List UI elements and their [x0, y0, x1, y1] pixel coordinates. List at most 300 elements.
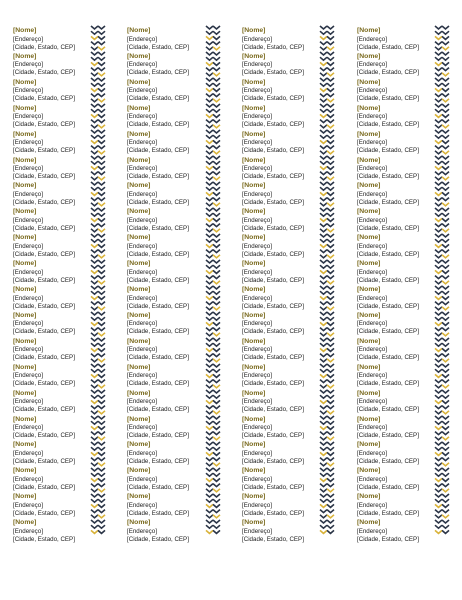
chevron-down-icon — [442, 478, 449, 481]
chevron-down-icon — [320, 416, 327, 419]
chevron-down-icon — [327, 68, 334, 71]
chevron-down-icon — [327, 380, 334, 383]
chevron-down-icon — [327, 26, 334, 29]
chevron-down-icon — [320, 369, 327, 372]
chevron-down-icon — [435, 504, 442, 507]
chevron-down-icon — [213, 166, 220, 169]
chevron-down-icon — [98, 208, 105, 211]
chevron-down-icon — [206, 390, 213, 393]
chevron-down-icon — [435, 42, 442, 45]
chevron-down-icon — [435, 338, 442, 341]
chevron-down-icon — [213, 208, 220, 211]
label-city-state-zip: [Cidade, Estado, CEP] — [13, 121, 75, 129]
chevron-down-icon — [213, 114, 220, 117]
chevron-down-icon — [206, 187, 213, 190]
chevron-down-icon — [442, 140, 449, 143]
chevron-down-icon — [91, 411, 98, 414]
chevron-down-icon — [206, 442, 213, 445]
chevron-down-icon — [320, 224, 327, 227]
chevron-down-icon — [91, 78, 98, 81]
chevron-down-icon — [320, 68, 327, 71]
chevron-down-icon — [442, 218, 449, 221]
chevron-down-icon — [206, 343, 213, 346]
chevron-down-icon — [320, 359, 327, 362]
label-name: [Nome] — [13, 467, 37, 475]
chevron-down-icon — [206, 218, 213, 221]
chevron-down-icon — [435, 52, 442, 55]
chevron-down-icon — [320, 187, 327, 190]
chevron-down-icon — [320, 442, 327, 445]
chevron-down-icon — [327, 172, 334, 175]
chevron-down-icon — [213, 104, 220, 107]
label-city-state-zip: [Cidade, Estado, CEP] — [357, 380, 419, 388]
label-city-state-zip: [Cidade, Estado, CEP] — [13, 43, 75, 51]
chevron-down-icon — [435, 166, 442, 169]
label-name: [Nome] — [127, 441, 151, 449]
chevron-down-icon — [206, 374, 213, 377]
label-address: [Endereço] — [357, 501, 387, 509]
label-name: [Nome] — [357, 182, 381, 190]
chevron-down-icon — [206, 484, 213, 487]
chevron-down-icon — [91, 296, 98, 299]
chevron-down-icon — [206, 255, 213, 258]
chevron-down-icon — [435, 515, 442, 518]
chevron-down-icon — [206, 333, 213, 336]
chevron-down-icon — [98, 452, 105, 455]
label-city-state-zip: [Cidade, Estado, CEP] — [242, 95, 304, 103]
chevron-down-icon — [327, 146, 334, 149]
label-address: [Endereço] — [242, 165, 272, 172]
chevron-down-icon — [206, 291, 213, 294]
chevron-down-icon — [91, 125, 98, 128]
chevron-down-icon — [91, 380, 98, 383]
label-name: [Nome] — [357, 260, 381, 268]
label-name: [Nome] — [13, 156, 37, 164]
label-address: [Endereço] — [357, 61, 387, 69]
chevron-down-icon — [442, 400, 449, 403]
chevron-down-icon — [327, 452, 334, 455]
chevron-down-icon — [320, 270, 327, 273]
chevron-down-icon — [327, 94, 334, 97]
chevron-down-icon — [206, 364, 213, 367]
chevron-down-icon — [206, 421, 213, 424]
chevron-down-icon — [213, 120, 220, 123]
chevron-down-icon — [98, 385, 105, 388]
chevron-down-icon — [91, 478, 98, 481]
chevron-down-icon — [435, 478, 442, 481]
chevron-down-icon — [320, 140, 327, 143]
chevron-down-icon — [320, 198, 327, 201]
chevron-down-icon — [213, 463, 220, 466]
chevron-down-icon — [98, 62, 105, 65]
chevron-down-icon — [91, 62, 98, 65]
label-name: [Nome] — [13, 27, 37, 34]
chevron-down-icon — [327, 234, 334, 237]
chevron-down-icon — [213, 359, 220, 362]
chevron-down-icon — [98, 146, 105, 149]
chevron-down-icon — [435, 468, 442, 471]
chevron-down-icon — [320, 510, 327, 513]
chevron-down-icon — [435, 432, 442, 435]
label-city-state-zip: [Cidade, Estado, CEP] — [127, 121, 189, 129]
chevron-down-icon — [442, 307, 449, 310]
chevron-down-icon — [320, 333, 327, 336]
label-name: [Nome] — [127, 208, 151, 216]
label-name: [Nome] — [242, 415, 266, 423]
chevron-down-icon — [327, 468, 334, 471]
chevron-down-icon — [442, 322, 449, 325]
chevron-down-icon — [435, 276, 442, 279]
chevron-down-icon — [435, 161, 442, 164]
chevron-down-icon — [213, 333, 220, 336]
label-address: [Endereço] — [13, 372, 43, 380]
label-city-state-zip: [Cidade, Estado, CEP] — [357, 121, 419, 129]
chevron-down-icon — [435, 255, 442, 258]
chevron-down-icon — [213, 234, 220, 237]
chevron-down-icon — [435, 114, 442, 117]
chevron-down-icon — [327, 478, 334, 481]
label-city-state-zip: [Cidade, Estado, CEP] — [242, 121, 304, 129]
label-name: [Nome] — [242, 208, 266, 216]
chevron-down-icon — [213, 286, 220, 289]
label-name: [Nome] — [357, 104, 381, 112]
label-city-state-zip: [Cidade, Estado, CEP] — [13, 509, 75, 517]
chevron-down-icon — [206, 276, 213, 279]
label-city-state-zip: [Cidade, Estado, CEP] — [357, 509, 419, 517]
chevron-down-icon — [91, 218, 98, 221]
chevron-down-icon — [320, 234, 327, 237]
chevron-down-icon — [206, 317, 213, 320]
chevron-down-icon — [206, 130, 213, 133]
chevron-down-icon — [442, 437, 449, 440]
label-address: [Endereço] — [242, 190, 272, 198]
chevron-down-icon — [442, 57, 449, 60]
chevron-down-icon — [213, 525, 220, 528]
chevron-down-icon — [98, 406, 105, 409]
chevron-down-icon — [98, 255, 105, 258]
chevron-down-icon — [98, 166, 105, 169]
chevron-down-icon — [91, 94, 98, 97]
chevron-down-icon — [91, 432, 98, 435]
label-address: [Endereço] — [357, 87, 387, 95]
label-name: [Nome] — [13, 389, 37, 397]
chevron-down-icon — [98, 213, 105, 216]
chevron-down-icon — [320, 83, 327, 86]
chevron-down-icon — [206, 156, 213, 159]
label-name: [Nome] — [127, 27, 151, 34]
label-city-state-zip: [Cidade, Estado, CEP] — [242, 509, 304, 517]
chevron-down-icon — [435, 499, 442, 502]
label-name: [Nome] — [127, 519, 151, 527]
chevron-down-icon — [91, 426, 98, 429]
chevron-down-icon — [327, 291, 334, 294]
chevron-down-icon — [91, 421, 98, 424]
chevron-down-icon — [320, 447, 327, 450]
label-city-state-zip: [Cidade, Estado, CEP] — [357, 250, 419, 258]
chevron-down-icon — [206, 203, 213, 206]
label-city-state-zip: [Cidade, Estado, CEP] — [13, 432, 75, 439]
chevron-down-icon — [442, 530, 449, 533]
chevron-down-icon — [327, 437, 334, 440]
label-name: [Nome] — [13, 286, 37, 293]
chevron-down-icon — [206, 52, 213, 55]
chevron-down-icon — [327, 104, 334, 107]
label-city-state-zip: [Cidade, Estado, CEP] — [127, 276, 189, 284]
chevron-down-icon — [435, 406, 442, 409]
chevron-down-icon — [213, 135, 220, 138]
chevron-down-icon — [442, 31, 449, 34]
chevron-down-icon — [91, 99, 98, 102]
chevron-down-icon — [320, 515, 327, 518]
chevron-down-icon — [206, 260, 213, 263]
chevron-down-icon — [442, 432, 449, 435]
chevron-down-icon — [213, 94, 220, 97]
chevron-down-icon — [442, 333, 449, 336]
chevron-down-icon — [213, 255, 220, 258]
chevron-down-icon — [206, 57, 213, 60]
label-address: [Endereço] — [242, 424, 272, 431]
chevron-down-icon — [98, 525, 105, 528]
chevron-down-icon — [91, 390, 98, 393]
chevron-down-icon — [327, 484, 334, 487]
chevron-down-icon — [91, 515, 98, 518]
label-address: [Endereço] — [242, 216, 272, 224]
chevron-down-icon — [327, 192, 334, 195]
chevron-down-icon — [442, 416, 449, 419]
label-address: [Endereço] — [242, 527, 272, 535]
chevron-down-icon — [327, 374, 334, 377]
chevron-down-icon — [91, 333, 98, 336]
chevron-down-icon — [98, 218, 105, 221]
chevron-down-icon — [320, 296, 327, 299]
chevron-down-icon — [206, 452, 213, 455]
chevron-down-icon — [206, 478, 213, 481]
chevron-down-icon — [320, 260, 327, 263]
chevron-down-icon — [442, 426, 449, 429]
chevron-down-icon — [320, 177, 327, 180]
chevron-down-icon — [442, 390, 449, 393]
chevron-down-icon — [213, 130, 220, 133]
chevron-down-icon — [435, 36, 442, 39]
chevron-down-icon — [206, 213, 213, 216]
chevron-down-icon — [320, 317, 327, 320]
chevron-down-icon — [442, 458, 449, 461]
chevron-down-icon — [327, 255, 334, 258]
chevron-down-icon — [435, 151, 442, 154]
label-city-state-zip: [Cidade, Estado, CEP] — [357, 147, 419, 155]
label-name: [Nome] — [242, 78, 266, 86]
chevron-down-icon — [320, 411, 327, 414]
chevron-down-icon — [327, 328, 334, 331]
chevron-down-icon — [327, 442, 334, 445]
chevron-down-icon — [91, 250, 98, 253]
chevron-down-icon — [442, 260, 449, 263]
chevron-down-icon — [98, 94, 105, 97]
label-address: [Endereço] — [13, 268, 43, 276]
label-address: [Endereço] — [242, 501, 272, 509]
chevron-down-icon — [327, 198, 334, 201]
chevron-down-icon — [327, 385, 334, 388]
chevron-down-icon — [327, 244, 334, 247]
chevron-down-icon — [435, 286, 442, 289]
label-city-state-zip: [Cidade, Estado, CEP] — [127, 147, 189, 155]
chevron-down-icon — [327, 182, 334, 185]
chevron-down-icon — [206, 172, 213, 175]
chevron-down-icon — [206, 515, 213, 518]
chevron-down-icon — [91, 270, 98, 273]
chevron-down-icon — [213, 447, 220, 450]
chevron-down-icon — [320, 343, 327, 346]
chevron-down-icon — [327, 42, 334, 45]
chevron-down-icon — [98, 31, 105, 34]
chevron-down-icon — [435, 250, 442, 253]
chevron-down-icon — [91, 161, 98, 164]
chevron-down-icon — [98, 234, 105, 237]
chevron-strip-decoration — [90, 25, 106, 537]
chevron-down-icon — [320, 172, 327, 175]
label-address: [Endereço] — [13, 35, 43, 43]
chevron-down-icon — [435, 270, 442, 273]
label-address: [Endereço] — [13, 242, 43, 250]
chevron-down-icon — [206, 135, 213, 138]
chevron-down-icon — [320, 135, 327, 138]
chevron-down-icon — [327, 463, 334, 466]
chevron-down-icon — [435, 192, 442, 195]
chevron-down-icon — [442, 234, 449, 237]
chevron-down-icon — [206, 307, 213, 310]
chevron-down-icon — [98, 104, 105, 107]
chevron-down-icon — [213, 317, 220, 320]
chevron-down-icon — [98, 400, 105, 403]
chevron-down-icon — [442, 374, 449, 377]
chevron-down-icon — [91, 447, 98, 450]
chevron-down-icon — [91, 307, 98, 310]
chevron-down-icon — [206, 94, 213, 97]
chevron-down-icon — [435, 234, 442, 237]
chevron-down-icon — [206, 520, 213, 523]
label-city-state-zip: [Cidade, Estado, CEP] — [357, 457, 419, 465]
chevron-down-icon — [91, 114, 98, 117]
chevron-down-icon — [213, 458, 220, 461]
chevron-down-icon — [213, 369, 220, 372]
chevron-down-icon — [435, 385, 442, 388]
chevron-down-icon — [435, 213, 442, 216]
chevron-down-icon — [98, 354, 105, 357]
chevron-down-icon — [213, 218, 220, 221]
label-address: [Endereço] — [357, 139, 387, 147]
chevron-down-icon — [98, 140, 105, 143]
chevron-down-icon — [213, 276, 220, 279]
chevron-down-icon — [98, 447, 105, 450]
chevron-down-icon — [320, 52, 327, 55]
chevron-down-icon — [98, 432, 105, 435]
chevron-down-icon — [91, 286, 98, 289]
chevron-down-icon — [327, 161, 334, 164]
label-name: [Nome] — [13, 52, 37, 60]
chevron-down-icon — [320, 239, 327, 242]
chevron-down-icon — [435, 229, 442, 232]
label-name: [Nome] — [242, 337, 266, 345]
chevron-down-icon — [213, 192, 220, 195]
label-address: [Endereço] — [357, 372, 387, 380]
label-city-state-zip: [Cidade, Estado, CEP] — [127, 198, 189, 206]
chevron-down-icon — [327, 390, 334, 393]
chevron-down-icon — [98, 468, 105, 471]
label-address: [Endereço] — [13, 61, 43, 69]
chevron-down-icon — [327, 151, 334, 154]
chevron-down-icon — [435, 463, 442, 466]
chevron-down-icon — [442, 317, 449, 320]
chevron-down-icon — [98, 177, 105, 180]
label-city-state-zip: [Cidade, Estado, CEP] — [13, 250, 75, 258]
chevron-down-icon — [320, 291, 327, 294]
chevron-down-icon — [435, 244, 442, 247]
label-name: [Nome] — [127, 130, 151, 138]
chevron-down-icon — [327, 317, 334, 320]
chevron-down-icon — [98, 307, 105, 310]
chevron-down-icon — [435, 416, 442, 419]
chevron-down-icon — [327, 57, 334, 60]
chevron-down-icon — [327, 62, 334, 65]
label-address: [Endereço] — [127, 475, 157, 483]
chevron-down-icon — [98, 426, 105, 429]
label-name: [Nome] — [127, 311, 151, 319]
chevron-down-icon — [206, 499, 213, 502]
chevron-down-icon — [91, 104, 98, 107]
chevron-down-icon — [206, 489, 213, 492]
chevron-down-icon — [213, 229, 220, 232]
chevron-down-icon — [91, 182, 98, 185]
chevron-down-icon — [98, 130, 105, 133]
chevron-down-icon — [442, 348, 449, 351]
chevron-down-icon — [91, 224, 98, 227]
chevron-down-icon — [320, 307, 327, 310]
chevron-down-icon — [91, 88, 98, 91]
chevron-down-icon — [442, 166, 449, 169]
chevron-down-icon — [327, 78, 334, 81]
chevron-down-icon — [320, 489, 327, 492]
label-city-state-zip: [Cidade, Estado, CEP] — [13, 173, 75, 180]
chevron-down-icon — [213, 203, 220, 206]
chevron-down-icon — [320, 473, 327, 476]
label-address: [Endereço] — [127, 113, 157, 121]
chevron-down-icon — [98, 364, 105, 367]
label-city-state-zip: [Cidade, Estado, CEP] — [127, 535, 189, 543]
chevron-down-icon — [442, 62, 449, 65]
chevron-down-icon — [435, 452, 442, 455]
label-city-state-zip: [Cidade, Estado, CEP] — [127, 302, 189, 310]
chevron-down-icon — [435, 104, 442, 107]
chevron-down-icon — [98, 281, 105, 284]
chevron-down-icon — [320, 452, 327, 455]
chevron-down-icon — [91, 317, 98, 320]
label-address: [Endereço] — [13, 294, 43, 302]
chevron-down-icon — [213, 380, 220, 383]
chevron-down-icon — [206, 322, 213, 325]
chevron-down-icon — [213, 26, 220, 29]
chevron-down-icon — [91, 338, 98, 341]
label-city-state-zip: [Cidade, Estado, CEP] — [357, 224, 419, 232]
chevron-down-icon — [213, 411, 220, 414]
chevron-down-icon — [206, 47, 213, 50]
chevron-down-icon — [327, 114, 334, 117]
label-address: [Endereço] — [242, 372, 272, 380]
chevron-down-icon — [91, 203, 98, 206]
chevron-down-icon — [442, 359, 449, 362]
chevron-down-icon — [442, 525, 449, 528]
chevron-down-icon — [206, 281, 213, 284]
label-city-state-zip: [Cidade, Estado, CEP] — [13, 302, 75, 310]
